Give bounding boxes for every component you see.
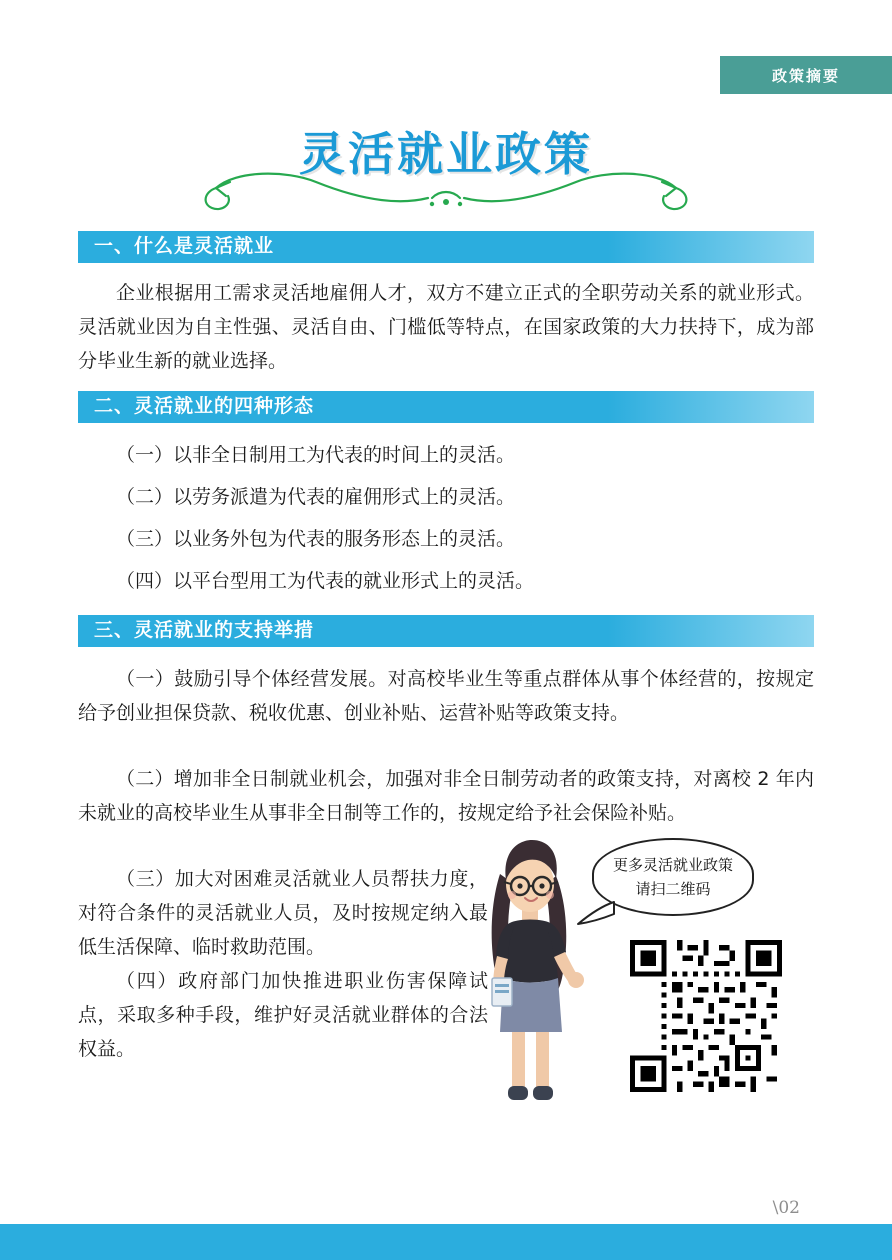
callout-line-1: 更多灵活就业政策 <box>612 856 733 874</box>
bubble-tail-icon <box>576 898 616 926</box>
section-2-paragraph-3: （三）以业务外包为代表的服务形态上的灵活。 <box>116 528 516 550</box>
section-heading-1: 一、什么是灵活就业 <box>78 231 814 263</box>
section-3-paragraph-2: （二）增加非全日制就业机会，加强对非全日制劳动者的政策支持，对离校 2 年内未就业的高校毕业生从事非全日制等工作的，按规定给予社会保险补贴。 <box>78 768 814 824</box>
student-illustration-icon <box>470 828 590 1118</box>
section-heading-3: 三、灵活就业的支持举措 <box>78 615 814 647</box>
section-3-paragraph-3: （三）加大对困难灵活就业人员帮扶力度，对符合条件的灵活就业人员，及时按规定纳入最低生活保障、临时救助范围。 <box>78 868 488 958</box>
section-3-paragraph-1: （一）鼓励引导个体经营发展。对高校毕业生等重点群体从事个体经营的，按规定给予创业担保贷款、税收优惠、创业补贴、运营补贴等政策支持。 <box>78 668 814 724</box>
section-2-paragraph-4: （四）以平台型用工为代表的就业形式上的灵活。 <box>116 570 535 592</box>
callout-line-2: 请扫二维码 <box>635 880 711 898</box>
section-2-paragraph-2: （二）以劳务派遣为代表的雇佣形式上的灵活。 <box>116 486 516 508</box>
section-heading-2: 二、灵活就业的四种形态 <box>78 391 814 423</box>
section-3-paragraph-4: （四）政府部门加快推进职业伤害保障试点，采取多种手段，维护好灵活就业群体的合法权益。 <box>78 970 488 1060</box>
section-1-paragraph-1: 企业根据用工需求灵活地雇佣人才，双方不建立正式的全职劳动关系的就业形式。灵活就业因为自主性强、灵活自由、门槛低等特点，在国家政策的大力扶持下，成为部分毕业生新的就业选择。 <box>78 282 814 372</box>
footer-bar <box>0 1224 892 1260</box>
qr-code[interactable] <box>630 940 782 1092</box>
page-title: 灵活就业政策 <box>299 127 593 181</box>
flourish-ornament-icon <box>196 168 696 222</box>
corner-tag: 政策摘要 <box>720 56 892 94</box>
page-number: \02 <box>772 1198 800 1218</box>
callout-bubble <box>592 838 754 916</box>
section-2-paragraph-1: （一）以非全日制用工为代表的时间上的灵活。 <box>116 444 516 466</box>
